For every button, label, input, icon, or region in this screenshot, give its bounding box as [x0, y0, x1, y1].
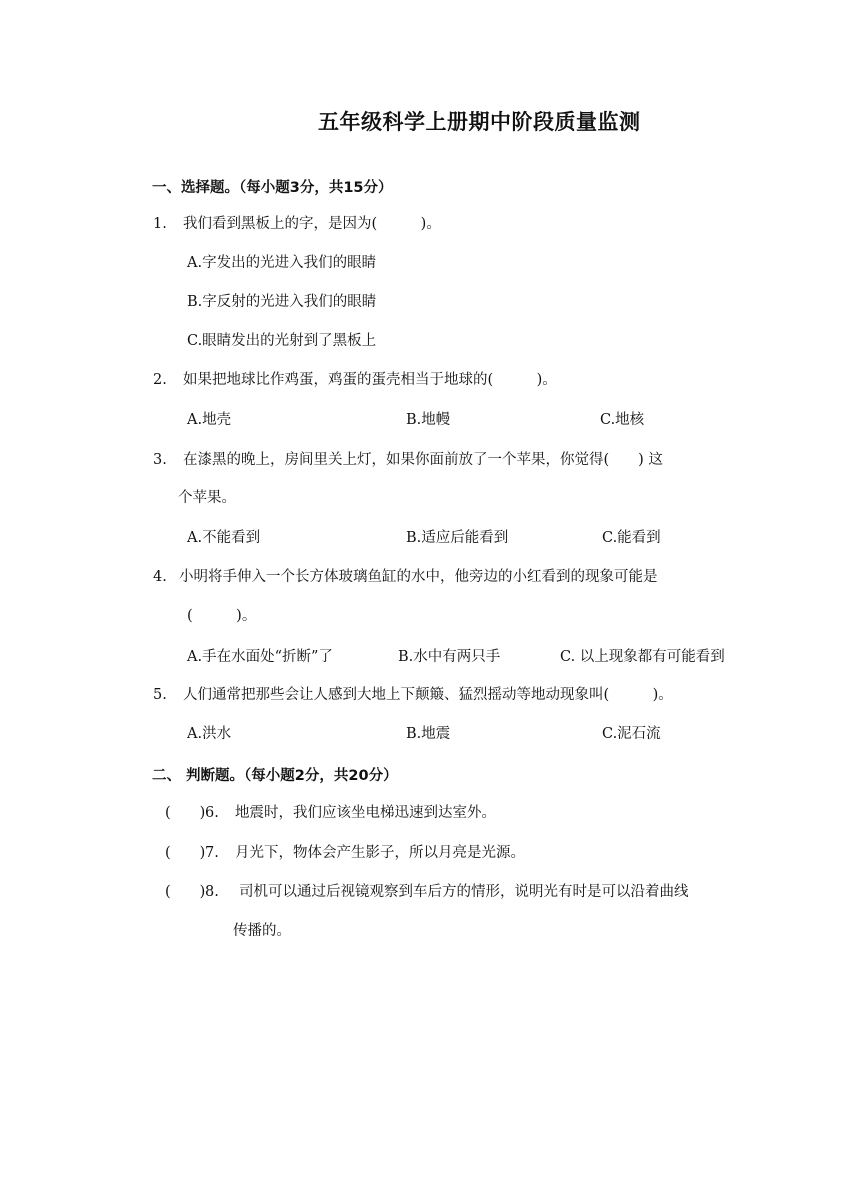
- question-number: 3.: [153, 452, 167, 468]
- question-3-option-b: B.适应后能看到: [406, 530, 509, 546]
- question-2: [153, 370, 557, 390]
- judgement-item-6: [165, 803, 496, 823]
- question-4-option-c: C. 以上现象都有可能看到: [560, 649, 725, 665]
- question-4-option-a: A.手在水面处“折断”了: [187, 649, 333, 665]
- question-3: [153, 450, 663, 470]
- question-text: 如果把地球比作鸡蛋，鸡蛋的蛋壳相当于地球的( )。: [183, 372, 557, 388]
- question-5-option-b: B.地震: [406, 726, 451, 742]
- question-number: 8.: [205, 884, 219, 900]
- question-5-option-c: C.泥石流: [602, 726, 661, 742]
- question-number: 5.: [153, 687, 167, 703]
- question-number: 1.: [153, 216, 167, 232]
- question-4: [153, 567, 658, 587]
- question-1-option-c: C.眼睛发出的光射到了黑板上: [187, 333, 377, 349]
- section-heading-judgement: 二、 判断题。（每小题2分，共20分）: [152, 768, 398, 784]
- question-number: 7.: [205, 845, 219, 861]
- question-3-continuation: 个苹果。: [178, 490, 236, 506]
- question-number: 4.: [153, 569, 167, 585]
- question-text: 司机可以通过后视镜观察到车后方的情形，说明光有时是可以沿着曲线: [239, 884, 689, 900]
- question-3-option-a: A.不能看到: [187, 530, 261, 546]
- answer-blank: ( ): [165, 884, 206, 900]
- question-5-option-a: A.洪水: [187, 726, 232, 742]
- judgement-item-8: [165, 882, 689, 902]
- question-4-option-b: B.水中有两只手: [398, 649, 501, 665]
- judgement-item-7: [165, 843, 525, 863]
- page-title: 五年级科学上册期中阶段质量监测: [318, 110, 641, 134]
- question-2-option-a: A.地壳: [187, 412, 232, 428]
- question-2-option-b: B.地幔: [406, 412, 451, 428]
- question-text: 月光下，物体会产生影子，所以月亮是光源。: [235, 845, 525, 861]
- answer-blank: ( ): [165, 805, 206, 821]
- question-number: 6.: [205, 805, 219, 821]
- question-3-option-c: C.能看到: [602, 530, 661, 546]
- question-text: 地震时，我们应该坐电梯迅速到达室外。: [235, 805, 496, 821]
- question-2-option-c: C.地核: [600, 412, 645, 428]
- question-text: 小明将手伸入一个长方体玻璃鱼缸的水中，他旁边的小红看到的现象可能是: [179, 569, 658, 585]
- answer-blank: ( ): [165, 845, 206, 861]
- question-1-option-b: B.字反射的光进入我们的眼睛: [187, 294, 377, 310]
- judgement-item-8-continuation: 传播的。: [233, 923, 291, 939]
- question-4-continuation: ( )。: [187, 608, 257, 624]
- question-5: [153, 685, 673, 705]
- question-1: [153, 214, 441, 234]
- section-heading-choice: 一、选择题。（每小题3分，共15分）: [152, 180, 393, 196]
- question-text: 在漆黑的晚上，房间里关上灯，如果你面前放了一个苹果，你觉得( ) 这: [183, 452, 663, 468]
- question-1-option-a: A.字发出的光进入我们的眼睛: [187, 255, 377, 271]
- question-text: 我们看到黑板上的字，是因为( )。: [183, 216, 441, 232]
- question-number: 2.: [153, 372, 167, 388]
- question-text: 人们通常把那些会让人感到大地上下颠簸、猛烈摇动等地动现象叫( )。: [183, 687, 673, 703]
